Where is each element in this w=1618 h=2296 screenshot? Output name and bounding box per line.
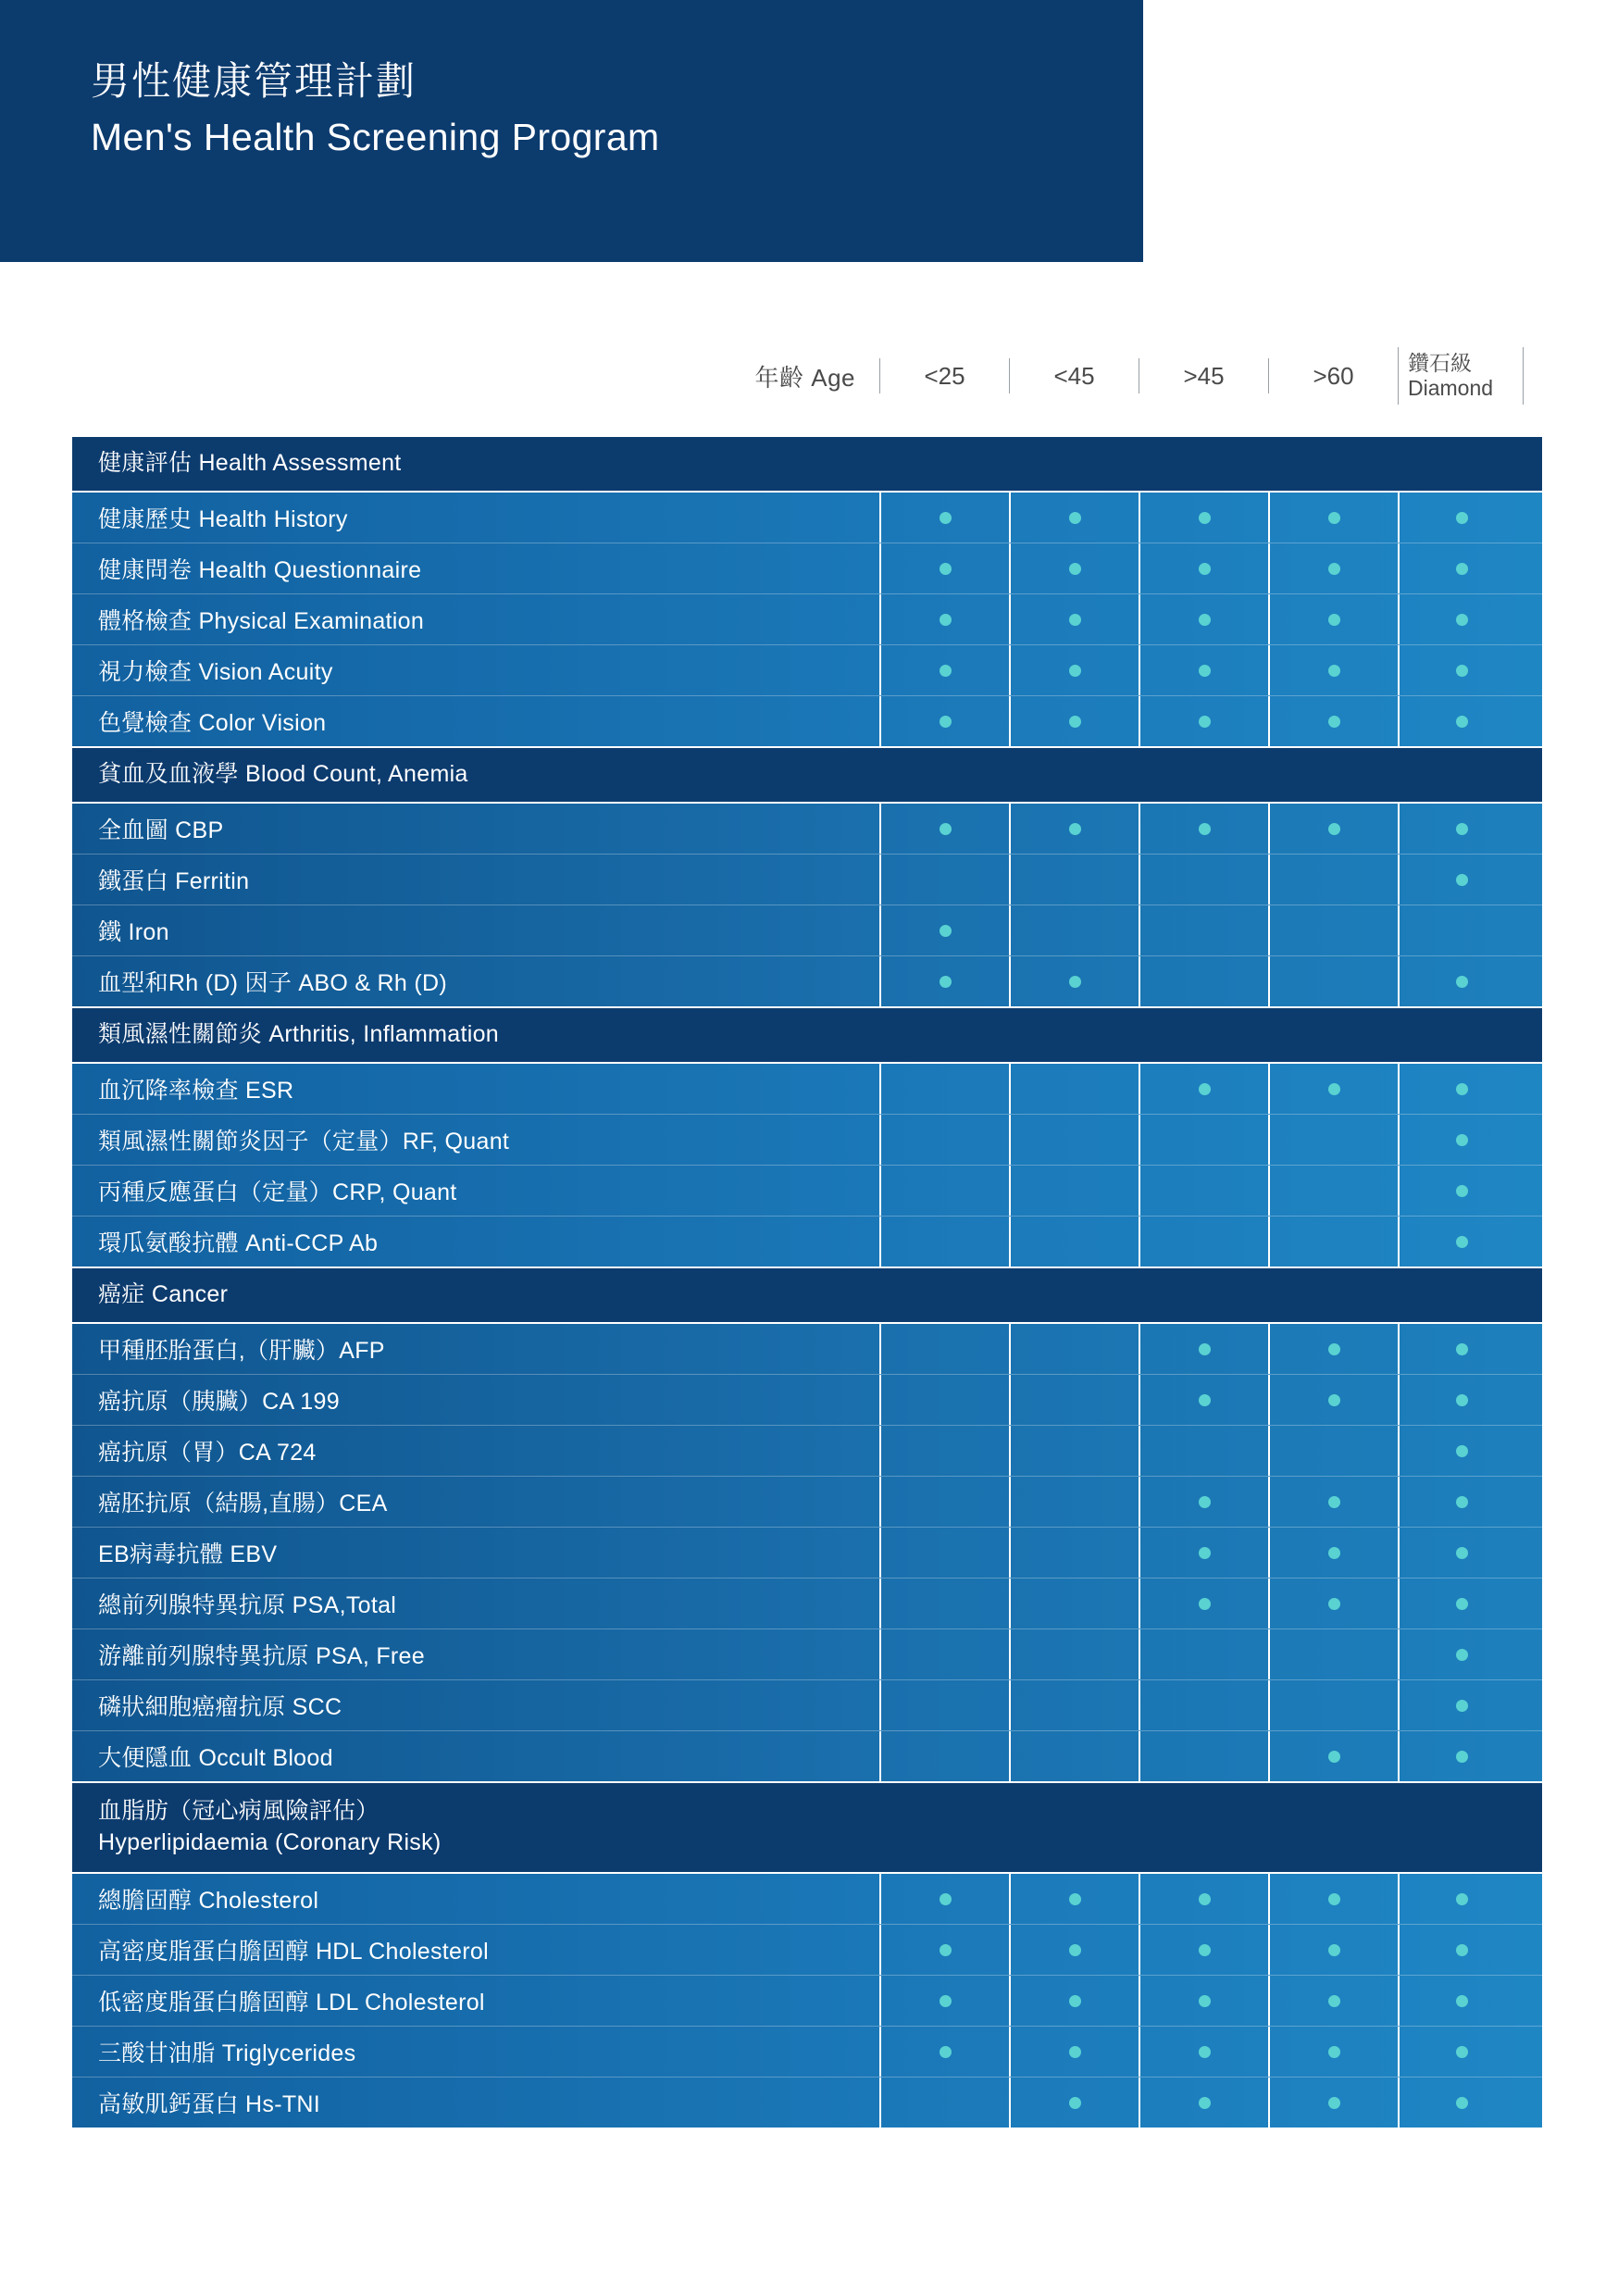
included-dot-icon bbox=[1199, 2046, 1211, 2058]
coverage-cell bbox=[1398, 2027, 1524, 2077]
included-dot-icon bbox=[1069, 2046, 1081, 2058]
coverage-cell bbox=[1139, 1375, 1268, 1425]
coverage-cell bbox=[879, 905, 1009, 955]
coverage-cell bbox=[879, 1166, 1009, 1216]
included-dot-icon bbox=[1456, 1751, 1468, 1763]
coverage-cell bbox=[1398, 2078, 1524, 2128]
coverage-cell bbox=[1268, 1528, 1398, 1578]
coverage-cell bbox=[879, 493, 1009, 543]
coverage-cell bbox=[1398, 1166, 1524, 1216]
included-dot-icon bbox=[1328, 1496, 1340, 1508]
age-header-row bbox=[72, 343, 1542, 409]
coverage-cell bbox=[1009, 543, 1139, 593]
included-dot-icon bbox=[1199, 1343, 1211, 1355]
coverage-cell bbox=[1268, 1064, 1398, 1114]
item-label: 游離前列腺特異抗原 PSA, Free bbox=[98, 1643, 425, 1669]
included-dot-icon bbox=[1456, 1547, 1468, 1559]
coverage-cell bbox=[1139, 1976, 1268, 2026]
coverage-cell bbox=[1139, 1166, 1268, 1216]
coverage-cell bbox=[1139, 1324, 1268, 1374]
table-row bbox=[72, 543, 1542, 594]
included-dot-icon bbox=[1456, 823, 1468, 835]
item-label: 癌抗原（胰臟）CA 199 bbox=[98, 1389, 340, 1415]
item-label: 鐵蛋白 Ferritin bbox=[98, 868, 250, 894]
coverage-cell bbox=[1268, 855, 1398, 905]
table-row bbox=[72, 956, 1542, 1008]
coverage-cell bbox=[879, 543, 1009, 593]
coverage-cell bbox=[1139, 905, 1268, 955]
table-row bbox=[72, 594, 1542, 645]
included-dot-icon bbox=[940, 1893, 952, 1905]
included-dot-icon bbox=[1199, 1547, 1211, 1559]
included-dot-icon bbox=[1456, 665, 1468, 677]
item-label: 癌抗原（胃）CA 724 bbox=[98, 1440, 317, 1466]
included-dot-icon bbox=[1328, 614, 1340, 626]
table-row bbox=[72, 1375, 1542, 1426]
coverage-cell bbox=[1268, 645, 1398, 695]
included-dot-icon bbox=[1199, 1083, 1211, 1095]
included-dot-icon bbox=[1328, 1944, 1340, 1956]
included-dot-icon bbox=[1456, 2097, 1468, 2109]
coverage-cell bbox=[1268, 2027, 1398, 2077]
coverage-cell bbox=[1268, 543, 1398, 593]
section-title: 血脂肪（冠心病風險評估） Hyperlipidaemia (Coronary Risk) bbox=[98, 1798, 442, 1855]
included-dot-icon bbox=[1456, 874, 1468, 886]
included-dot-icon bbox=[1456, 1445, 1468, 1457]
item-label: 丙種反應蛋白（定量）CRP, Quant bbox=[98, 1179, 457, 1205]
coverage-cell bbox=[1139, 1680, 1268, 1730]
item-label: 全血圖 CBP bbox=[98, 817, 224, 843]
coverage-cell bbox=[879, 804, 1009, 854]
coverage-cell bbox=[1398, 1874, 1524, 1924]
coverage-cell bbox=[1398, 956, 1524, 1006]
coverage-cell bbox=[879, 1629, 1009, 1679]
coverage-cell bbox=[1398, 804, 1524, 854]
coverage-cell bbox=[1139, 855, 1268, 905]
coverage-cell bbox=[1398, 1115, 1524, 1165]
coverage-cell bbox=[1139, 1426, 1268, 1476]
coverage-cell bbox=[1398, 1925, 1524, 1975]
included-dot-icon bbox=[1328, 1343, 1340, 1355]
included-dot-icon bbox=[1199, 665, 1211, 677]
coverage-cell bbox=[1009, 493, 1139, 543]
coverage-cell bbox=[1268, 1477, 1398, 1527]
coverage-cell bbox=[1009, 956, 1139, 1006]
included-dot-icon bbox=[1456, 1700, 1468, 1712]
table-row bbox=[72, 1217, 1542, 1268]
coverage-cell bbox=[1139, 696, 1268, 746]
included-dot-icon bbox=[1328, 1995, 1340, 2007]
coverage-cell bbox=[1268, 1680, 1398, 1730]
section-header-row bbox=[72, 1268, 1542, 1324]
included-dot-icon bbox=[1069, 512, 1081, 524]
coverage-cell bbox=[1268, 1115, 1398, 1165]
coverage-cell bbox=[1009, 1426, 1139, 1476]
table-row bbox=[72, 645, 1542, 696]
included-dot-icon bbox=[1199, 1496, 1211, 1508]
included-dot-icon bbox=[1456, 1394, 1468, 1406]
included-dot-icon bbox=[1456, 512, 1468, 524]
coverage-cell bbox=[879, 1477, 1009, 1527]
coverage-cell bbox=[1268, 1731, 1398, 1781]
included-dot-icon bbox=[1199, 512, 1211, 524]
coverage-cell bbox=[1009, 2078, 1139, 2128]
coverage-cell bbox=[1139, 1064, 1268, 1114]
item-label: 環瓜氨酸抗體 Anti-CCP Ab bbox=[98, 1230, 379, 1256]
included-dot-icon bbox=[1456, 1598, 1468, 1610]
section-title: 健康評估 Health Assessment bbox=[98, 450, 402, 477]
included-dot-icon bbox=[940, 2046, 952, 2058]
coverage-cell bbox=[879, 696, 1009, 746]
coverage-cell bbox=[1009, 696, 1139, 746]
coverage-cell bbox=[1009, 1925, 1139, 1975]
coverage-cell bbox=[1268, 1976, 1398, 2026]
included-dot-icon bbox=[940, 1944, 952, 1956]
coverage-cell bbox=[879, 1375, 1009, 1425]
coverage-cell bbox=[1268, 1578, 1398, 1628]
coverage-cell bbox=[1009, 645, 1139, 695]
coverage-cell bbox=[1398, 594, 1524, 644]
included-dot-icon bbox=[1199, 1944, 1211, 1956]
coverage-cell bbox=[1009, 1064, 1139, 1114]
coverage-cell bbox=[1009, 1680, 1139, 1730]
included-dot-icon bbox=[1328, 2097, 1340, 2109]
section-title: 貧血及血液學 Blood Count, Anemia bbox=[98, 761, 468, 788]
item-label: 色覺檢查 Color Vision bbox=[98, 710, 327, 736]
item-label: EB病毒抗體 EBV bbox=[98, 1541, 278, 1567]
coverage-cell bbox=[1268, 1426, 1398, 1476]
included-dot-icon bbox=[1456, 1893, 1468, 1905]
included-dot-icon bbox=[1069, 716, 1081, 728]
item-label: 高敏肌鈣蛋白 Hs-TNI bbox=[98, 2091, 320, 2117]
coverage-cell bbox=[1398, 1477, 1524, 1527]
table-row bbox=[72, 1731, 1542, 1783]
coverage-cell bbox=[1139, 543, 1268, 593]
section-title: 類風濕性關節炎 Arthritis, Inflammation bbox=[98, 1021, 499, 1048]
included-dot-icon bbox=[1069, 976, 1081, 988]
included-dot-icon bbox=[1456, 1944, 1468, 1956]
included-dot-icon bbox=[1199, 2097, 1211, 2109]
included-dot-icon bbox=[940, 925, 952, 937]
table-row bbox=[72, 1064, 1542, 1115]
coverage-cell bbox=[1009, 2027, 1139, 2077]
table-row bbox=[72, 2078, 1542, 2129]
coverage-cell bbox=[1398, 1976, 1524, 2026]
coverage-cell bbox=[1398, 855, 1524, 905]
item-label: 磷狀細胞癌瘤抗原 SCC bbox=[98, 1694, 342, 1720]
coverage-cell bbox=[1268, 804, 1398, 854]
table-row bbox=[72, 1324, 1542, 1375]
coverage-cell bbox=[1139, 2078, 1268, 2128]
included-dot-icon bbox=[940, 976, 952, 988]
section-header-row bbox=[72, 437, 1542, 493]
included-dot-icon bbox=[1456, 1649, 1468, 1661]
included-dot-icon bbox=[1069, 563, 1081, 575]
included-dot-icon bbox=[1069, 614, 1081, 626]
section-title: 癌症 Cancer bbox=[98, 1281, 229, 1308]
coverage-cell bbox=[879, 855, 1009, 905]
included-dot-icon bbox=[1069, 1893, 1081, 1905]
included-dot-icon bbox=[1199, 716, 1211, 728]
included-dot-icon bbox=[1199, 823, 1211, 835]
table-row bbox=[72, 1578, 1542, 1629]
coverage-cell bbox=[1139, 1528, 1268, 1578]
table-row bbox=[72, 1874, 1542, 1925]
age-column-over45: >45 bbox=[1139, 358, 1268, 394]
included-dot-icon bbox=[940, 823, 952, 835]
included-dot-icon bbox=[940, 563, 952, 575]
included-dot-icon bbox=[1328, 1394, 1340, 1406]
table-row bbox=[72, 1925, 1542, 1976]
coverage-cell bbox=[1139, 1578, 1268, 1628]
item-label: 總前列腺特異抗原 PSA,Total bbox=[98, 1592, 397, 1618]
table-row bbox=[72, 804, 1542, 855]
included-dot-icon bbox=[1328, 665, 1340, 677]
included-dot-icon bbox=[1199, 614, 1211, 626]
coverage-cell bbox=[1268, 905, 1398, 955]
coverage-cell bbox=[879, 1324, 1009, 1374]
age-column-over60: >60 bbox=[1268, 358, 1398, 394]
table-row bbox=[72, 1629, 1542, 1680]
page-header bbox=[0, 0, 1143, 262]
item-label: 癌胚抗原（結腸,直腸）CEA bbox=[98, 1491, 388, 1516]
coverage-cell bbox=[1009, 804, 1139, 854]
coverage-cell bbox=[1398, 1528, 1524, 1578]
coverage-cell bbox=[879, 1217, 1009, 1267]
coverage-cell bbox=[1139, 2027, 1268, 2077]
coverage-cell bbox=[879, 594, 1009, 644]
age-column-under45: <45 bbox=[1009, 358, 1139, 394]
coverage-cell bbox=[1009, 594, 1139, 644]
item-label: 體格檢查 Physical Examination bbox=[98, 608, 425, 634]
page-title-en: Men's Health Screening Program bbox=[91, 115, 660, 158]
coverage-cell bbox=[1398, 1731, 1524, 1781]
table-row bbox=[72, 1680, 1542, 1731]
included-dot-icon bbox=[1456, 614, 1468, 626]
coverage-cell bbox=[1398, 543, 1524, 593]
included-dot-icon bbox=[1069, 823, 1081, 835]
table-row bbox=[72, 1976, 1542, 2027]
coverage-cell bbox=[1139, 1629, 1268, 1679]
table-row bbox=[72, 1528, 1542, 1578]
included-dot-icon bbox=[1328, 1598, 1340, 1610]
coverage-cell bbox=[1009, 1874, 1139, 1924]
included-dot-icon bbox=[1069, 2097, 1081, 2109]
coverage-cell bbox=[1009, 905, 1139, 955]
included-dot-icon bbox=[1456, 1236, 1468, 1248]
coverage-cell bbox=[879, 1064, 1009, 1114]
coverage-cell bbox=[1009, 855, 1139, 905]
included-dot-icon bbox=[1456, 1185, 1468, 1197]
item-label: 低密度脂蛋白膽固醇 LDL Cholesterol bbox=[98, 1990, 485, 2015]
coverage-cell bbox=[1139, 1925, 1268, 1975]
coverage-cell bbox=[1139, 1477, 1268, 1527]
coverage-cell bbox=[1009, 1115, 1139, 1165]
coverage-cell bbox=[1268, 956, 1398, 1006]
included-dot-icon bbox=[1328, 716, 1340, 728]
item-label: 健康問卷 Health Questionnaire bbox=[98, 557, 422, 583]
included-dot-icon bbox=[1199, 1394, 1211, 1406]
included-dot-icon bbox=[1199, 1995, 1211, 2007]
coverage-cell bbox=[1009, 1731, 1139, 1781]
coverage-cell bbox=[1268, 1166, 1398, 1216]
diamond-label-en: Diamond bbox=[1408, 376, 1494, 400]
age-column-diamond bbox=[1398, 347, 1524, 405]
coverage-cell bbox=[1398, 1064, 1524, 1114]
coverage-cell bbox=[879, 956, 1009, 1006]
coverage-cell bbox=[1139, 1874, 1268, 1924]
included-dot-icon bbox=[940, 665, 952, 677]
included-dot-icon bbox=[940, 716, 952, 728]
coverage-cell bbox=[1139, 594, 1268, 644]
table-row bbox=[72, 1115, 1542, 1166]
coverage-cell bbox=[1398, 905, 1524, 955]
item-label: 類風濕性關節炎因子（定量）RF, Quant bbox=[98, 1129, 510, 1154]
coverage-cell bbox=[879, 1925, 1009, 1975]
coverage-cell bbox=[1139, 1115, 1268, 1165]
coverage-cell bbox=[1268, 1217, 1398, 1267]
coverage-cell bbox=[1398, 1578, 1524, 1628]
included-dot-icon bbox=[1328, 1083, 1340, 1095]
included-dot-icon bbox=[1456, 976, 1468, 988]
coverage-cell bbox=[879, 1680, 1009, 1730]
table-row bbox=[72, 855, 1542, 905]
included-dot-icon bbox=[1328, 823, 1340, 835]
coverage-cell bbox=[879, 1528, 1009, 1578]
age-header-label: 年齡 Age bbox=[754, 363, 855, 392]
included-dot-icon bbox=[1328, 512, 1340, 524]
coverage-cell bbox=[879, 1578, 1009, 1628]
coverage-cell bbox=[1268, 1375, 1398, 1425]
section-header-row bbox=[72, 1783, 1542, 1874]
coverage-cell bbox=[1139, 1731, 1268, 1781]
included-dot-icon bbox=[1199, 1893, 1211, 1905]
page-title-zh: 男性健康管理計劃 bbox=[91, 59, 417, 103]
coverage-cell bbox=[1009, 1528, 1139, 1578]
included-dot-icon bbox=[1069, 665, 1081, 677]
coverage-cell bbox=[1139, 956, 1268, 1006]
item-label: 三酸甘油脂 Triglycerides bbox=[98, 2040, 356, 2066]
included-dot-icon bbox=[1328, 2046, 1340, 2058]
item-label: 視力檢查 Vision Acuity bbox=[98, 659, 333, 685]
item-label: 大便隱血 Occult Blood bbox=[98, 1745, 333, 1771]
coverage-cell bbox=[1268, 1324, 1398, 1374]
included-dot-icon bbox=[1456, 1083, 1468, 1095]
coverage-cell bbox=[1398, 1426, 1524, 1476]
coverage-cell bbox=[1009, 1166, 1139, 1216]
table-row bbox=[72, 1477, 1542, 1528]
coverage-cell bbox=[1398, 1375, 1524, 1425]
coverage-cell bbox=[1268, 696, 1398, 746]
coverage-cell bbox=[1268, 1874, 1398, 1924]
coverage-cell bbox=[1268, 1925, 1398, 1975]
included-dot-icon bbox=[1199, 563, 1211, 575]
coverage-cell bbox=[879, 1115, 1009, 1165]
included-dot-icon bbox=[1328, 563, 1340, 575]
coverage-cell bbox=[1268, 1629, 1398, 1679]
included-dot-icon bbox=[940, 614, 952, 626]
included-dot-icon bbox=[1328, 1547, 1340, 1559]
coverage-cell bbox=[1009, 1477, 1139, 1527]
header-text-block bbox=[91, 57, 660, 161]
section-header-row bbox=[72, 1008, 1542, 1064]
included-dot-icon bbox=[1069, 1995, 1081, 2007]
item-label: 健康歷史 Health History bbox=[98, 506, 348, 532]
included-dot-icon bbox=[1456, 563, 1468, 575]
included-dot-icon bbox=[1069, 1944, 1081, 1956]
age-column-under25: <25 bbox=[879, 358, 1009, 394]
item-label: 總膽固醇 Cholesterol bbox=[98, 1888, 319, 1914]
item-label: 血沉降率檢查 ESR bbox=[98, 1078, 294, 1104]
included-dot-icon bbox=[1456, 716, 1468, 728]
coverage-cell bbox=[1139, 1217, 1268, 1267]
included-dot-icon bbox=[1328, 1893, 1340, 1905]
section-header-row bbox=[72, 748, 1542, 804]
coverage-cell bbox=[1398, 1217, 1524, 1267]
coverage-cell bbox=[879, 2027, 1009, 2077]
coverage-cell bbox=[1009, 1578, 1139, 1628]
table-row bbox=[72, 696, 1542, 748]
included-dot-icon bbox=[1328, 1751, 1340, 1763]
table-row bbox=[72, 1166, 1542, 1217]
coverage-cell bbox=[879, 2078, 1009, 2128]
coverage-cell bbox=[1398, 1680, 1524, 1730]
coverage-cell bbox=[879, 1426, 1009, 1476]
coverage-cell bbox=[1398, 493, 1524, 543]
included-dot-icon bbox=[1456, 1343, 1468, 1355]
coverage-cell bbox=[1139, 645, 1268, 695]
included-dot-icon bbox=[1199, 1598, 1211, 1610]
coverage-cell bbox=[1139, 493, 1268, 543]
included-dot-icon bbox=[1456, 1134, 1468, 1146]
coverage-cell bbox=[1398, 1629, 1524, 1679]
item-label: 高密度脂蛋白膽固醇 HDL Cholesterol bbox=[98, 1939, 489, 1965]
coverage-cell bbox=[1268, 493, 1398, 543]
coverage-cell bbox=[1268, 2078, 1398, 2128]
coverage-cell bbox=[1398, 696, 1524, 746]
coverage-cell bbox=[879, 1976, 1009, 2026]
coverage-cell bbox=[1009, 1629, 1139, 1679]
item-label: 血型和Rh (D) 因子 ABO & Rh (D) bbox=[98, 970, 447, 996]
coverage-cell bbox=[879, 1731, 1009, 1781]
coverage-cell bbox=[879, 645, 1009, 695]
included-dot-icon bbox=[940, 1995, 952, 2007]
coverage-cell bbox=[879, 1874, 1009, 1924]
table-row bbox=[72, 905, 1542, 956]
screening-items-table bbox=[72, 437, 1542, 2129]
table-row bbox=[72, 2027, 1542, 2078]
included-dot-icon bbox=[1456, 1995, 1468, 2007]
table-row bbox=[72, 493, 1542, 543]
coverage-cell bbox=[1009, 1976, 1139, 2026]
coverage-cell bbox=[1009, 1217, 1139, 1267]
coverage-cell bbox=[1009, 1375, 1139, 1425]
coverage-cell bbox=[1268, 594, 1398, 644]
coverage-cell bbox=[1398, 645, 1524, 695]
included-dot-icon bbox=[1456, 1496, 1468, 1508]
included-dot-icon bbox=[1456, 2046, 1468, 2058]
item-label: 甲種胚胎蛋白,（肝臟）AFP bbox=[98, 1338, 385, 1364]
table-row bbox=[72, 1426, 1542, 1477]
item-label: 鐵 Iron bbox=[98, 919, 169, 945]
included-dot-icon bbox=[940, 512, 952, 524]
coverage-cell bbox=[1398, 1324, 1524, 1374]
diamond-label-zh: 鑽石級 bbox=[1408, 350, 1472, 375]
coverage-cell bbox=[1139, 804, 1268, 854]
coverage-cell bbox=[1009, 1324, 1139, 1374]
